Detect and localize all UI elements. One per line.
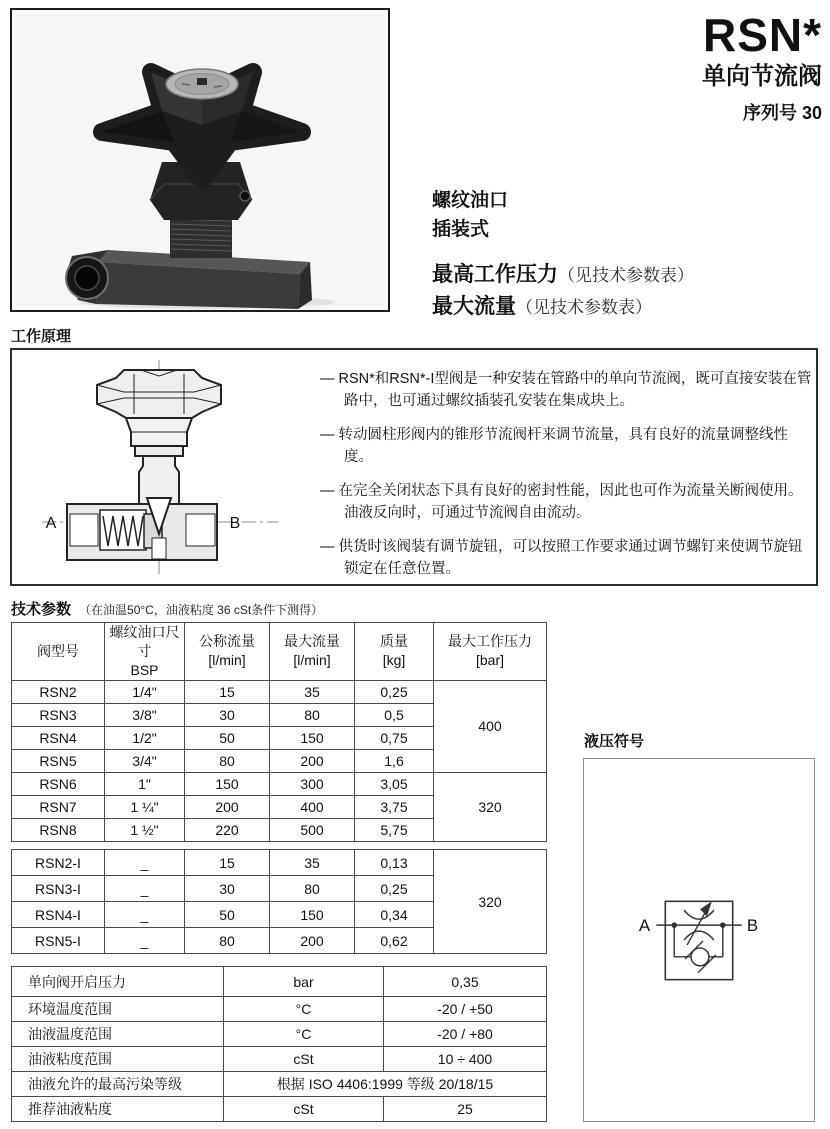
table-row	[12, 772, 547, 795]
feature-mount-type: 插装式	[432, 219, 490, 240]
cell: 1 ¼"	[105, 795, 185, 818]
cell: RSN5	[12, 749, 105, 772]
cell: 50	[185, 902, 270, 928]
cell: 400	[270, 795, 355, 818]
working-principle-heading: 工作原理	[11, 328, 72, 345]
table-header-row	[12, 623, 547, 681]
working-principle-box	[10, 348, 818, 586]
page-title: RSN*	[702, 9, 822, 61]
conditions-table	[11, 966, 547, 1122]
tech-params-table	[11, 622, 547, 842]
cell-unit: cSt	[224, 1097, 384, 1122]
cell: 80	[270, 876, 355, 902]
cell: 80	[185, 928, 270, 954]
cell-value: 25	[384, 1097, 547, 1122]
cell: 1/2"	[105, 726, 185, 749]
table-row	[12, 850, 547, 876]
cell: 200	[185, 795, 270, 818]
cell-unit: cSt	[224, 1047, 384, 1072]
cell: RSN3	[12, 703, 105, 726]
cell: 0,75	[355, 726, 434, 749]
cell-label: 油液温度范围	[12, 1022, 224, 1047]
feature-max-pressure: 最高工作压力（见技术参数表）	[432, 263, 694, 286]
cell-value: 10 ÷ 400	[384, 1047, 547, 1072]
table-row	[12, 997, 547, 1022]
cell: 200	[270, 928, 355, 954]
product-photo	[10, 8, 390, 312]
bullet-item: — 供货时该阀装有调节旋钮，可以按照工作要求通过调节螺钉来使调节旋钮锁定在任意位置。	[320, 538, 803, 578]
cell-label: 油液粘度范围	[12, 1047, 224, 1072]
cell-pressure-group: 320	[434, 850, 547, 954]
cell: RSN7	[12, 795, 105, 818]
cell: _	[105, 850, 185, 876]
tech-params-heading	[11, 598, 323, 619]
cell: 150	[270, 726, 355, 749]
cell-pressure-group: 320	[434, 772, 547, 841]
cell-label: 环境温度范围	[12, 997, 224, 1022]
cell: RSN2-I	[12, 850, 105, 876]
col-header-max-pressure: 最大工作压力 [bar]	[434, 623, 547, 681]
cell: 300	[270, 772, 355, 795]
cell: _	[105, 876, 185, 902]
cell: RSN4	[12, 726, 105, 749]
symbol-port-a-label: A	[638, 916, 651, 936]
feature-max-flow: 最大流量（见技术参数表）	[432, 295, 652, 318]
cell: 150	[185, 772, 270, 795]
cell: 5,75	[355, 818, 434, 841]
feature-port-type: 螺纹油口	[432, 190, 509, 211]
cell: 80	[185, 749, 270, 772]
cell: _	[105, 928, 185, 954]
cell: RSN6	[12, 772, 105, 795]
bullet-item: — 在完全关闭状态下具有良好的密封性能，因此也可作为流量关断阀使用。油液反向时，可通过节流阀自由流动。	[320, 482, 803, 522]
bullet-item: — RSN*和RSN*-I型阀是一种安装在管路中的单向节流阀，既可直接安装在管路中，也可通过螺纹插装孔安装在集成块上。	[320, 371, 812, 410]
bullet-item: — 转动圆柱形阀内的锥形节流阀杆来调节流量，具有良好的流量调整线性度。	[320, 426, 789, 466]
hydraulic-symbol-box	[583, 758, 815, 1122]
cell-unit: bar	[224, 967, 384, 997]
cell: 0,5	[355, 703, 434, 726]
cell: RSN5-I	[12, 928, 105, 954]
cell-value: 0,35	[384, 967, 547, 997]
cell: 220	[185, 818, 270, 841]
cell: 3,05	[355, 772, 434, 795]
cell: 30	[185, 703, 270, 726]
cell: 1,6	[355, 749, 434, 772]
cell: 0,13	[355, 850, 434, 876]
cell: 15	[185, 850, 270, 876]
cell: 80	[270, 703, 355, 726]
cell: 35	[270, 680, 355, 703]
cell: 200	[270, 749, 355, 772]
cell: RSN2	[12, 680, 105, 703]
table-row	[12, 680, 547, 703]
tech-params-note: （在油温50°C，油液粘度 36 cSt条件下测得）	[79, 603, 324, 617]
col-header-bsp: 螺纹油口尺寸 BSP	[105, 623, 185, 681]
working-principle-bullets	[320, 368, 814, 592]
cell: 50	[185, 726, 270, 749]
series-number: 序列号 30	[742, 103, 822, 123]
col-header-nominal-flow: 公称流量 [l/min]	[185, 623, 270, 681]
cell: 15	[185, 680, 270, 703]
cell: RSN4-I	[12, 902, 105, 928]
cell: 500	[270, 818, 355, 841]
cell: 0,25	[355, 876, 434, 902]
table-row	[12, 1072, 547, 1097]
cell-pressure-group: 400	[434, 680, 547, 772]
cell: 3,75	[355, 795, 434, 818]
cell: 0,25	[355, 680, 434, 703]
table-row	[12, 1047, 547, 1072]
cell-label: 单向阀开启压力	[12, 967, 224, 997]
cell: RSN3-I	[12, 876, 105, 902]
cell: _	[105, 902, 185, 928]
valve-photo-illustration	[12, 10, 388, 310]
cell-value: -20 / +80	[384, 1022, 547, 1047]
feature-block	[432, 186, 694, 324]
cell: 30	[185, 876, 270, 902]
cell: 3/8"	[105, 703, 185, 726]
tech-params-title: 技术参数	[11, 601, 72, 618]
col-header-mass: 质量 [kg]	[355, 623, 434, 681]
cell: 1/4"	[105, 680, 185, 703]
cell-label: 油液允许的最高污染等级	[12, 1072, 224, 1097]
cell-value: 根据 ISO 4406:1999 等级 20/18/15	[224, 1072, 547, 1097]
cell: 1"	[105, 772, 185, 795]
hydraulic-symbol-diagram	[584, 759, 814, 1121]
drawing-port-a-label: A	[45, 515, 57, 532]
col-header-model: 阀型号	[12, 623, 105, 681]
table-row	[12, 1022, 547, 1047]
table-row	[12, 1097, 547, 1122]
cell-label: 推荐油液粘度	[12, 1097, 224, 1122]
table-row	[12, 967, 547, 997]
cell: RSN8	[12, 818, 105, 841]
cell: 150	[270, 902, 355, 928]
cell: 0,62	[355, 928, 434, 954]
col-header-max-flow: 最大流量 [l/min]	[270, 623, 355, 681]
cell: 35	[270, 850, 355, 876]
cell-unit: °C	[224, 1022, 384, 1047]
cell: 0,34	[355, 902, 434, 928]
cartridge-params-table	[11, 849, 547, 954]
cell: 1 ½"	[105, 818, 185, 841]
cell-value: -20 / +50	[384, 997, 547, 1022]
page-subtitle: 单向节流阀	[702, 63, 822, 90]
drawing-port-b-label: B	[229, 515, 241, 532]
cell: 3/4"	[105, 749, 185, 772]
cell-unit: °C	[224, 997, 384, 1022]
title-block	[702, 10, 822, 124]
symbol-port-b-label: B	[746, 916, 759, 936]
valve-section-drawing	[34, 354, 286, 582]
hydraulic-symbol-heading: 液压符号	[584, 733, 645, 750]
